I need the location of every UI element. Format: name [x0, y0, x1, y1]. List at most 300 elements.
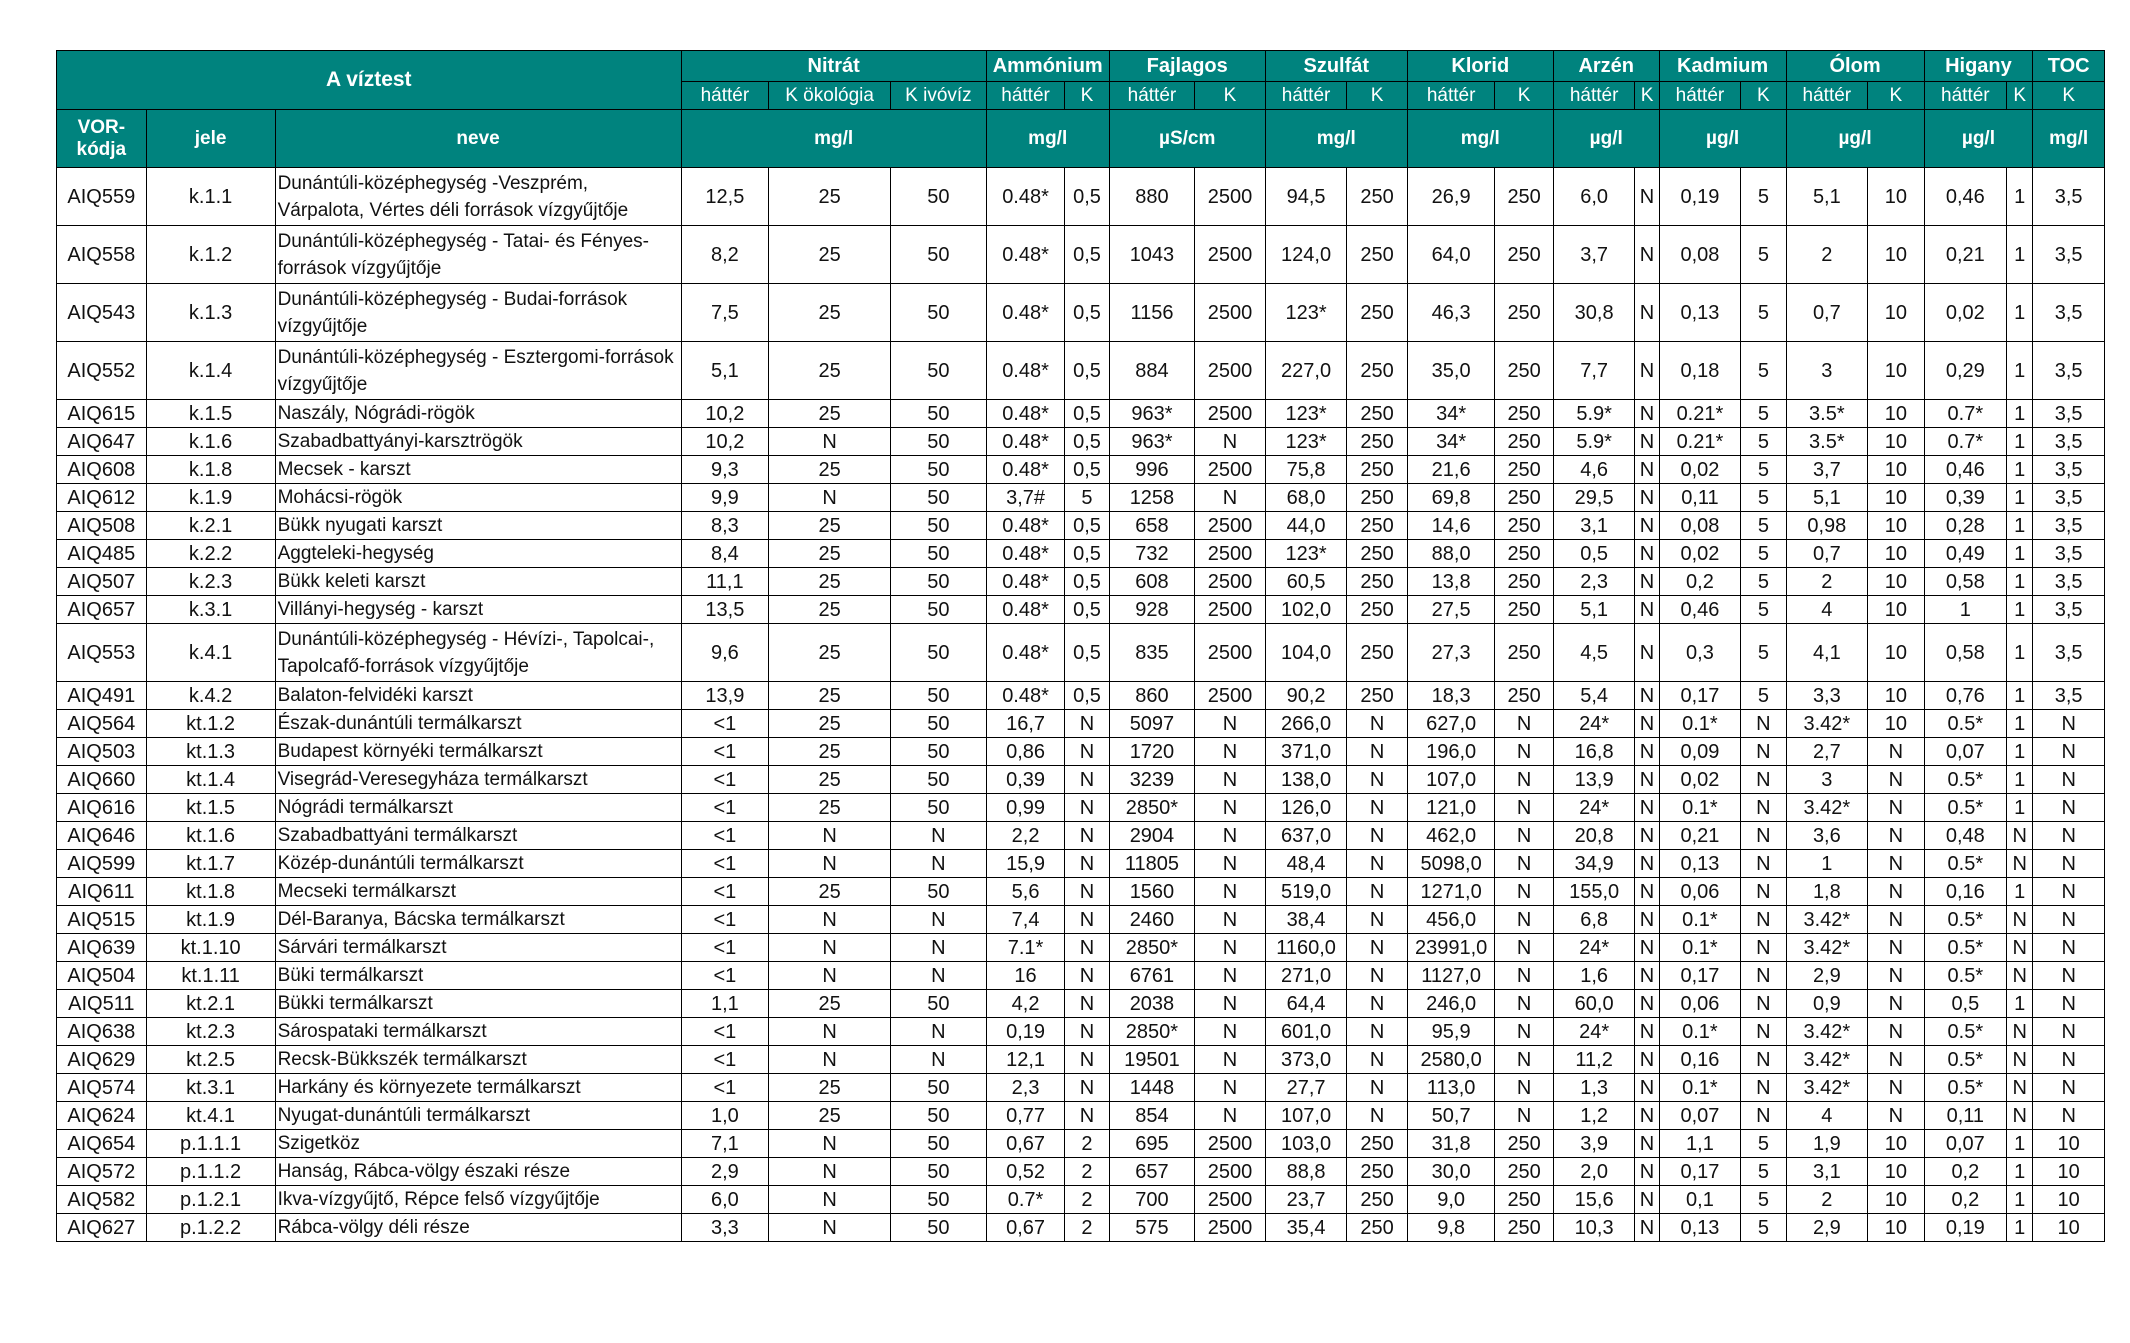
- cell-olom-hatter: 2: [1786, 1186, 1868, 1214]
- cell-klorid-k: N: [1495, 1046, 1553, 1074]
- cell-fajlagos-hatter: 11805: [1109, 850, 1195, 878]
- cell-jele: kt.1.5: [146, 794, 275, 822]
- cell-toc-k: 3,5: [2033, 596, 2105, 624]
- cell-szulfat-k: N: [1347, 1074, 1407, 1102]
- unit-higany: µg/l: [1924, 110, 2033, 168]
- cell-olom-k: 10: [1868, 484, 1924, 512]
- cell-vor-code: AIQ639: [57, 934, 147, 962]
- cell-ammonium-k: N: [1065, 990, 1109, 1018]
- cell-vor-code: AIQ508: [57, 512, 147, 540]
- cell-arzen-k: N: [1635, 484, 1659, 512]
- cell-klorid-k: N: [1495, 766, 1553, 794]
- cell-szulfat-hatter: 601,0: [1265, 1018, 1347, 1046]
- cell-olom-hatter: 1: [1786, 850, 1868, 878]
- cell-szulfat-k: N: [1347, 710, 1407, 738]
- cell-higany-k: N: [2007, 822, 2033, 850]
- cell-ammonium-hatter: 0.48*: [986, 596, 1065, 624]
- cell-fajlagos-k: N: [1195, 906, 1266, 934]
- cell-nitrat-hatter: <1: [681, 934, 769, 962]
- cell-olom-k: 10: [1868, 1186, 1924, 1214]
- cell-ammonium-hatter: 0,39: [986, 766, 1065, 794]
- cell-ammonium-hatter: 0,99: [986, 794, 1065, 822]
- cell-szulfat-k: N: [1347, 822, 1407, 850]
- cell-higany-hatter: 0,19: [1924, 1214, 2007, 1242]
- cell-jele: kt.1.8: [146, 878, 275, 906]
- cell-arzen-k: N: [1635, 540, 1659, 568]
- cell-arzen-hatter: 34,9: [1553, 850, 1635, 878]
- cell-ammonium-k: N: [1065, 906, 1109, 934]
- cell-jele: kt.1.2: [146, 710, 275, 738]
- cell-olom-k: N: [1868, 934, 1924, 962]
- cell-nitrat-hatter: 3,3: [681, 1214, 769, 1242]
- cell-jele: k.2.1: [146, 512, 275, 540]
- cell-arzen-k: N: [1635, 596, 1659, 624]
- cell-higany-hatter: 0,11: [1924, 1102, 2007, 1130]
- table-row: [57, 624, 2105, 682]
- cell-kadmium-hatter: 0,16: [1659, 1046, 1741, 1074]
- table-row: [57, 710, 2105, 738]
- cell-neve: Hanság, Rábca-völgy északi része: [275, 1158, 681, 1186]
- cell-higany-hatter: 0,07: [1924, 738, 2007, 766]
- cell-higany-k: 1: [2007, 1186, 2033, 1214]
- cell-higany-hatter: 0.5*: [1924, 934, 2007, 962]
- cell-kadmium-hatter: 0,46: [1659, 596, 1741, 624]
- cell-fajlagos-k: 2500: [1195, 682, 1266, 710]
- cell-olom-hatter: 2,9: [1786, 962, 1868, 990]
- cell-higany-k: N: [2007, 962, 2033, 990]
- cell-fajlagos-k: 2500: [1195, 624, 1266, 682]
- cell-ammonium-hatter: 0.48*: [986, 512, 1065, 540]
- cell-nitrat-hatter: <1: [681, 794, 769, 822]
- cell-toc-k: N: [2033, 906, 2105, 934]
- cell-nitrat-k-okologia: 25: [769, 226, 891, 284]
- cell-olom-hatter: 2,9: [1786, 1214, 1868, 1242]
- cell-klorid-hatter: 50,7: [1407, 1102, 1495, 1130]
- cell-arzen-hatter: 5.9*: [1553, 400, 1635, 428]
- cell-szulfat-hatter: 107,0: [1265, 1102, 1347, 1130]
- cell-toc-k: 10: [2033, 1214, 2105, 1242]
- cell-nitrat-hatter: 11,1: [681, 568, 769, 596]
- header-a-viztest: A víztest: [57, 51, 682, 110]
- cell-vor-code: AIQ660: [57, 766, 147, 794]
- cell-nitrat-k-ivoviz: 50: [891, 512, 987, 540]
- cell-szulfat-k: N: [1347, 1018, 1407, 1046]
- header-group-olom: Ólom: [1786, 51, 1924, 82]
- cell-szulfat-hatter: 88,8: [1265, 1158, 1347, 1186]
- cell-fajlagos-hatter: 860: [1109, 682, 1195, 710]
- cell-neve: Közép-dunántúli termálkarszt: [275, 850, 681, 878]
- header-sub-cell: K: [1195, 82, 1266, 110]
- cell-nitrat-k-okologia: N: [769, 1130, 891, 1158]
- cell-toc-k: N: [2033, 1102, 2105, 1130]
- cell-nitrat-k-ivoviz: 50: [891, 682, 987, 710]
- cell-fajlagos-k: 2500: [1195, 168, 1266, 226]
- cell-kadmium-hatter: 0,08: [1659, 512, 1741, 540]
- cell-nitrat-k-okologia: 25: [769, 990, 891, 1018]
- cell-fajlagos-k: 2500: [1195, 456, 1266, 484]
- cell-jele: kt.1.10: [146, 934, 275, 962]
- cell-klorid-k: N: [1495, 850, 1553, 878]
- cell-klorid-k: N: [1495, 794, 1553, 822]
- cell-toc-k: 3,5: [2033, 682, 2105, 710]
- table-row: [57, 284, 2105, 342]
- cell-higany-k: 1: [2007, 284, 2033, 342]
- cell-olom-hatter: 4,1: [1786, 624, 1868, 682]
- cell-fajlagos-k: N: [1195, 878, 1266, 906]
- cell-kadmium-hatter: 0.21*: [1659, 428, 1741, 456]
- cell-arzen-hatter: 29,5: [1553, 484, 1635, 512]
- cell-jele: p.1.2.2: [146, 1214, 275, 1242]
- cell-ammonium-k: N: [1065, 878, 1109, 906]
- cell-higany-k: 1: [2007, 766, 2033, 794]
- cell-neve: Észak-dunántúli termálkarszt: [275, 710, 681, 738]
- cell-arzen-hatter: 4,6: [1553, 456, 1635, 484]
- cell-jele: k.1.3: [146, 284, 275, 342]
- cell-kadmium-hatter: 0,02: [1659, 456, 1741, 484]
- cell-nitrat-k-okologia: N: [769, 822, 891, 850]
- cell-higany-k: 1: [2007, 1130, 2033, 1158]
- table-row: [57, 484, 2105, 512]
- table-row: [57, 682, 2105, 710]
- cell-arzen-k: N: [1635, 766, 1659, 794]
- cell-olom-k: N: [1868, 878, 1924, 906]
- cell-vor-code: AIQ627: [57, 1214, 147, 1242]
- cell-toc-k: N: [2033, 1074, 2105, 1102]
- cell-klorid-hatter: 64,0: [1407, 226, 1495, 284]
- cell-kadmium-hatter: 0,06: [1659, 990, 1741, 1018]
- cell-nitrat-k-okologia: N: [769, 934, 891, 962]
- cell-szulfat-k: 250: [1347, 428, 1407, 456]
- cell-nitrat-k-okologia: 25: [769, 168, 891, 226]
- cell-klorid-k: N: [1495, 738, 1553, 766]
- cell-szulfat-hatter: 64,4: [1265, 990, 1347, 1018]
- header-sub-cell: K: [1065, 82, 1109, 110]
- cell-fajlagos-hatter: 928: [1109, 596, 1195, 624]
- cell-kadmium-k: 5: [1741, 540, 1786, 568]
- cell-higany-hatter: 0.5*: [1924, 962, 2007, 990]
- header-sub-cell: K: [1635, 82, 1659, 110]
- cell-toc-k: N: [2033, 710, 2105, 738]
- cell-klorid-k: 250: [1495, 682, 1553, 710]
- cell-szulfat-k: 250: [1347, 456, 1407, 484]
- cell-higany-hatter: 0.5*: [1924, 710, 2007, 738]
- header-neve: neve: [275, 110, 681, 168]
- unit-arzen: µg/l: [1553, 110, 1659, 168]
- cell-szulfat-k: N: [1347, 738, 1407, 766]
- cell-fajlagos-hatter: 695: [1109, 1130, 1195, 1158]
- cell-ammonium-hatter: 0,77: [986, 1102, 1065, 1130]
- cell-szulfat-hatter: 60,5: [1265, 568, 1347, 596]
- cell-klorid-hatter: 107,0: [1407, 766, 1495, 794]
- cell-klorid-k: 250: [1495, 484, 1553, 512]
- cell-olom-k: N: [1868, 850, 1924, 878]
- cell-nitrat-hatter: <1: [681, 906, 769, 934]
- cell-klorid-hatter: 27,3: [1407, 624, 1495, 682]
- cell-szulfat-k: 250: [1347, 1186, 1407, 1214]
- cell-olom-k: 10: [1868, 1214, 1924, 1242]
- cell-olom-k: 10: [1868, 710, 1924, 738]
- cell-fajlagos-hatter: 2460: [1109, 906, 1195, 934]
- cell-higany-hatter: 0.7*: [1924, 400, 2007, 428]
- table-row: [57, 1130, 2105, 1158]
- table-row: [57, 1074, 2105, 1102]
- table-row: [57, 850, 2105, 878]
- cell-higany-hatter: 0,46: [1924, 456, 2007, 484]
- cell-szulfat-hatter: 371,0: [1265, 738, 1347, 766]
- cell-neve: Sárvári termálkarszt: [275, 934, 681, 962]
- cell-olom-hatter: 1,8: [1786, 878, 1868, 906]
- cell-olom-hatter: 5,1: [1786, 168, 1868, 226]
- cell-kadmium-hatter: 0,08: [1659, 226, 1741, 284]
- cell-nitrat-hatter: 8,2: [681, 226, 769, 284]
- cell-neve: Harkány és környezete termálkarszt: [275, 1074, 681, 1102]
- cell-olom-k: N: [1868, 822, 1924, 850]
- table-row: [57, 906, 2105, 934]
- cell-kadmium-hatter: 0.1*: [1659, 1074, 1741, 1102]
- cell-arzen-hatter: 5,1: [1553, 596, 1635, 624]
- table-row: [57, 1214, 2105, 1242]
- cell-kadmium-k: N: [1741, 990, 1786, 1018]
- cell-szulfat-k: 250: [1347, 540, 1407, 568]
- cell-higany-k: N: [2007, 850, 2033, 878]
- cell-ammonium-k: 0,5: [1065, 284, 1109, 342]
- cell-jele: kt.1.6: [146, 822, 275, 850]
- cell-kadmium-hatter: 0.1*: [1659, 934, 1741, 962]
- cell-ammonium-hatter: 0.48*: [986, 284, 1065, 342]
- cell-jele: p.1.1.1: [146, 1130, 275, 1158]
- header-sub-cell: K: [1495, 82, 1553, 110]
- cell-olom-hatter: 2,7: [1786, 738, 1868, 766]
- cell-fajlagos-k: N: [1195, 484, 1266, 512]
- cell-fajlagos-k: 2500: [1195, 568, 1266, 596]
- cell-kadmium-k: 5: [1741, 484, 1786, 512]
- cell-arzen-hatter: 3,1: [1553, 512, 1635, 540]
- cell-neve: Visegrád-Veresegyháza termálkarszt: [275, 766, 681, 794]
- cell-arzen-hatter: 13,9: [1553, 766, 1635, 794]
- cell-klorid-hatter: 34*: [1407, 400, 1495, 428]
- table-row: [57, 342, 2105, 400]
- cell-ammonium-k: 0,5: [1065, 428, 1109, 456]
- cell-nitrat-k-okologia: 25: [769, 540, 891, 568]
- cell-neve: Balaton-felvidéki karszt: [275, 682, 681, 710]
- cell-toc-k: N: [2033, 1018, 2105, 1046]
- cell-jele: kt.1.11: [146, 962, 275, 990]
- cell-nitrat-k-okologia: 25: [769, 1074, 891, 1102]
- cell-kadmium-hatter: 0,02: [1659, 766, 1741, 794]
- header-group-nitrat: Nitrát: [681, 51, 986, 82]
- cell-kadmium-k: 5: [1741, 512, 1786, 540]
- cell-nitrat-k-ivoviz: 50: [891, 1186, 987, 1214]
- cell-olom-k: 10: [1868, 428, 1924, 456]
- cell-nitrat-k-okologia: 25: [769, 456, 891, 484]
- cell-arzen-k: N: [1635, 738, 1659, 766]
- cell-olom-hatter: 3.42*: [1786, 934, 1868, 962]
- cell-kadmium-hatter: 0,2: [1659, 568, 1741, 596]
- cell-fajlagos-k: N: [1195, 1046, 1266, 1074]
- cell-szulfat-k: N: [1347, 1102, 1407, 1130]
- cell-kadmium-k: 5: [1741, 1130, 1786, 1158]
- cell-nitrat-hatter: <1: [681, 822, 769, 850]
- cell-vor-code: AIQ553: [57, 624, 147, 682]
- cell-szulfat-k: 250: [1347, 624, 1407, 682]
- cell-higany-k: 1: [2007, 738, 2033, 766]
- cell-nitrat-k-okologia: 25: [769, 568, 891, 596]
- cell-nitrat-k-okologia: 25: [769, 766, 891, 794]
- cell-olom-k: N: [1868, 906, 1924, 934]
- cell-fajlagos-hatter: 732: [1109, 540, 1195, 568]
- cell-arzen-k: N: [1635, 710, 1659, 738]
- cell-nitrat-k-ivoviz: N: [891, 850, 987, 878]
- cell-ammonium-hatter: 3,7#: [986, 484, 1065, 512]
- cell-higany-hatter: 0.5*: [1924, 1018, 2007, 1046]
- cell-jele: kt.4.1: [146, 1102, 275, 1130]
- cell-jele: kt.1.4: [146, 766, 275, 794]
- cell-fajlagos-k: N: [1195, 850, 1266, 878]
- cell-higany-k: 1: [2007, 226, 2033, 284]
- cell-ammonium-k: N: [1065, 934, 1109, 962]
- cell-vor-code: AIQ543: [57, 284, 147, 342]
- cell-higany-k: 1: [2007, 568, 2033, 596]
- cell-nitrat-hatter: 7,1: [681, 1130, 769, 1158]
- cell-fajlagos-k: N: [1195, 990, 1266, 1018]
- cell-nitrat-hatter: 13,9: [681, 682, 769, 710]
- header-sub-cell: háttér: [1553, 82, 1635, 110]
- cell-arzen-hatter: 60,0: [1553, 990, 1635, 1018]
- cell-ammonium-k: N: [1065, 962, 1109, 990]
- table-row: [57, 962, 2105, 990]
- cell-kadmium-k: 5: [1741, 342, 1786, 400]
- cell-ammonium-k: N: [1065, 1018, 1109, 1046]
- header-vor-line2: kódja: [76, 138, 127, 160]
- cell-jele: p.1.1.2: [146, 1158, 275, 1186]
- cell-klorid-k: 250: [1495, 624, 1553, 682]
- cell-kadmium-hatter: 0,19: [1659, 168, 1741, 226]
- cell-vor-code: AIQ582: [57, 1186, 147, 1214]
- cell-arzen-k: N: [1635, 1018, 1659, 1046]
- cell-kadmium-hatter: 0,02: [1659, 540, 1741, 568]
- cell-higany-k: 1: [2007, 484, 2033, 512]
- cell-jele: k.2.3: [146, 568, 275, 596]
- cell-arzen-k: N: [1635, 456, 1659, 484]
- cell-olom-k: N: [1868, 794, 1924, 822]
- cell-jele: k.1.6: [146, 428, 275, 456]
- cell-klorid-hatter: 95,9: [1407, 1018, 1495, 1046]
- cell-ammonium-k: N: [1065, 766, 1109, 794]
- cell-ammonium-hatter: 0,67: [986, 1214, 1065, 1242]
- cell-jele: k.1.2: [146, 226, 275, 284]
- cell-nitrat-k-okologia: N: [769, 1158, 891, 1186]
- cell-vor-code: AIQ564: [57, 710, 147, 738]
- cell-higany-k: 1: [2007, 342, 2033, 400]
- cell-arzen-k: N: [1635, 1102, 1659, 1130]
- cell-jele: k.4.2: [146, 682, 275, 710]
- cell-nitrat-hatter: 13,5: [681, 596, 769, 624]
- cell-nitrat-hatter: 9,9: [681, 484, 769, 512]
- cell-higany-k: 1: [2007, 710, 2033, 738]
- cell-nitrat-hatter: 10,2: [681, 400, 769, 428]
- cell-ammonium-hatter: 0.48*: [986, 168, 1065, 226]
- cell-ammonium-k: 0,5: [1065, 568, 1109, 596]
- cell-nitrat-hatter: 6,0: [681, 1186, 769, 1214]
- cell-higany-k: 1: [2007, 400, 2033, 428]
- cell-klorid-hatter: 2580,0: [1407, 1046, 1495, 1074]
- cell-vor-code: AIQ574: [57, 1074, 147, 1102]
- cell-olom-hatter: 5,1: [1786, 484, 1868, 512]
- cell-olom-k: N: [1868, 1102, 1924, 1130]
- cell-olom-hatter: 0,9: [1786, 990, 1868, 1018]
- cell-szulfat-hatter: 23,7: [1265, 1186, 1347, 1214]
- header-sub-cell: háttér: [681, 82, 769, 110]
- cell-ammonium-hatter: 0,67: [986, 1130, 1065, 1158]
- cell-toc-k: N: [2033, 794, 2105, 822]
- cell-fajlagos-k: N: [1195, 934, 1266, 962]
- header-group-toc: TOC: [2033, 51, 2105, 82]
- cell-arzen-k: N: [1635, 906, 1659, 934]
- cell-olom-k: 10: [1868, 1158, 1924, 1186]
- cell-fajlagos-k: 2500: [1195, 512, 1266, 540]
- cell-ammonium-hatter: 16: [986, 962, 1065, 990]
- cell-neve: Dél-Baranya, Bácska termálkarszt: [275, 906, 681, 934]
- cell-arzen-hatter: 10,3: [1553, 1214, 1635, 1242]
- cell-ammonium-hatter: 5,6: [986, 878, 1065, 906]
- cell-jele: kt.2.1: [146, 990, 275, 1018]
- cell-nitrat-k-okologia: 25: [769, 1102, 891, 1130]
- cell-fajlagos-hatter: 835: [1109, 624, 1195, 682]
- cell-olom-k: 10: [1868, 168, 1924, 226]
- cell-vor-code: AIQ657: [57, 596, 147, 624]
- water-body-threshold-table: [56, 50, 2105, 1242]
- cell-toc-k: 10: [2033, 1158, 2105, 1186]
- cell-arzen-hatter: 24*: [1553, 710, 1635, 738]
- cell-arzen-hatter: 5,4: [1553, 682, 1635, 710]
- cell-szulfat-k: N: [1347, 934, 1407, 962]
- header-sub-cell: K: [1868, 82, 1924, 110]
- cell-olom-k: N: [1868, 738, 1924, 766]
- cell-nitrat-hatter: 2,9: [681, 1158, 769, 1186]
- cell-ammonium-hatter: 0.48*: [986, 226, 1065, 284]
- cell-nitrat-hatter: 5,1: [681, 342, 769, 400]
- cell-nitrat-k-okologia: 25: [769, 738, 891, 766]
- cell-nitrat-k-okologia: 25: [769, 284, 891, 342]
- cell-vor-code: AIQ511: [57, 990, 147, 1018]
- cell-jele: kt.3.1: [146, 1074, 275, 1102]
- cell-nitrat-k-ivoviz: 50: [891, 1074, 987, 1102]
- cell-jele: k.1.4: [146, 342, 275, 400]
- cell-toc-k: 3,5: [2033, 284, 2105, 342]
- cell-arzen-k: N: [1635, 400, 1659, 428]
- cell-fajlagos-hatter: 884: [1109, 342, 1195, 400]
- cell-arzen-k: N: [1635, 624, 1659, 682]
- cell-kadmium-hatter: 0,21: [1659, 822, 1741, 850]
- cell-nitrat-hatter: <1: [681, 738, 769, 766]
- cell-fajlagos-k: N: [1195, 1074, 1266, 1102]
- cell-olom-k: N: [1868, 1046, 1924, 1074]
- header-sub-cell: K ivóvíz: [891, 82, 987, 110]
- cell-nitrat-k-ivoviz: 50: [891, 484, 987, 512]
- cell-ammonium-k: 0,5: [1065, 512, 1109, 540]
- cell-kadmium-k: 5: [1741, 168, 1786, 226]
- cell-ammonium-hatter: 0.48*: [986, 342, 1065, 400]
- cell-fajlagos-hatter: 2904: [1109, 822, 1195, 850]
- cell-szulfat-k: 250: [1347, 596, 1407, 624]
- cell-higany-k: 1: [2007, 990, 2033, 1018]
- cell-higany-hatter: 0,49: [1924, 540, 2007, 568]
- cell-arzen-hatter: 15,6: [1553, 1186, 1635, 1214]
- cell-neve: Nyugat-dunántúli termálkarszt: [275, 1102, 681, 1130]
- cell-ammonium-k: 0,5: [1065, 624, 1109, 682]
- unit-klorid: mg/l: [1407, 110, 1553, 168]
- cell-vor-code: AIQ615: [57, 400, 147, 428]
